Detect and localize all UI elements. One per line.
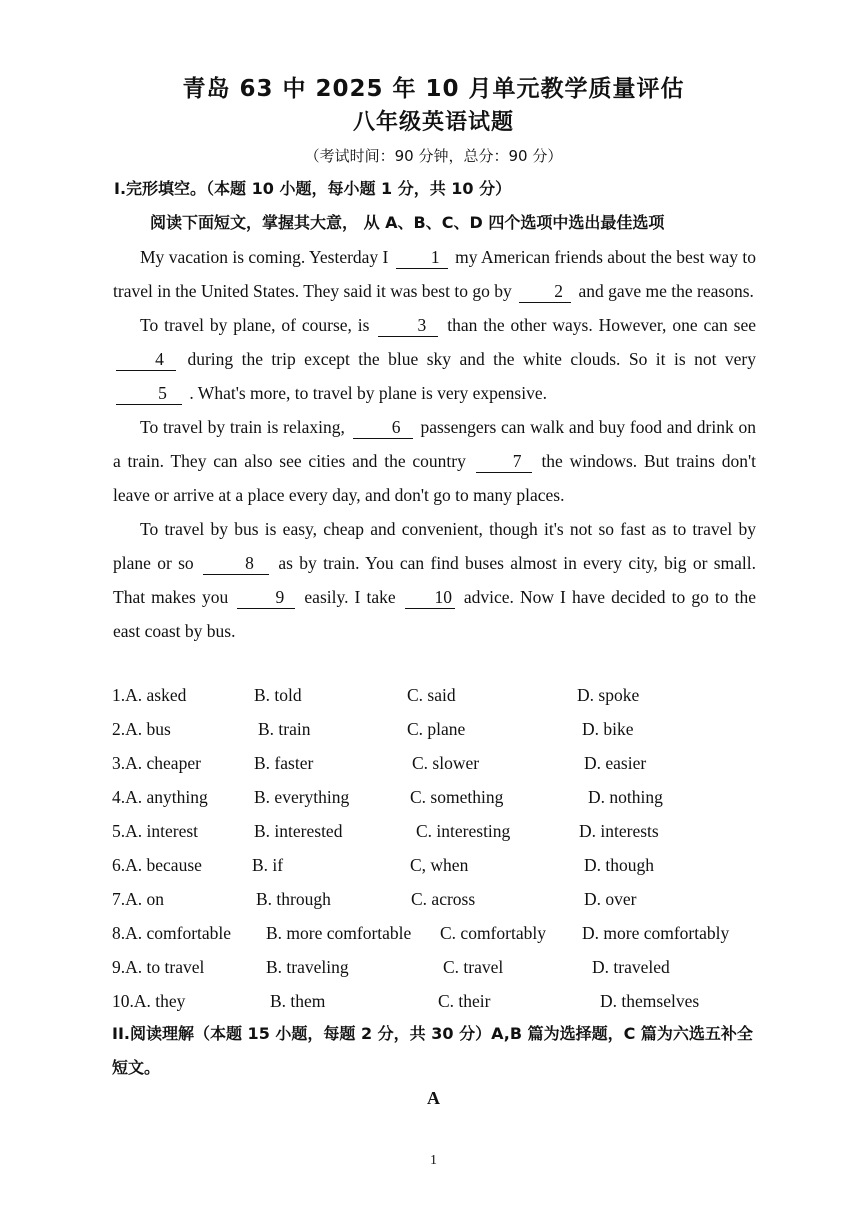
passage-paragraph-1	[113, 240, 756, 308]
option-c: C. something	[410, 787, 504, 807]
option-a: 10.A. they	[112, 991, 186, 1011]
blank-9: 9	[237, 586, 295, 609]
option-c: C. across	[411, 889, 476, 909]
passage-paragraph-4	[113, 512, 756, 648]
passage-text: my American friends about the best way to travel in the United States. They said it was best to go by	[113, 247, 757, 301]
option-d: D. interests	[579, 821, 659, 841]
exam-title: 青岛 63 中 2025 年 10 月单元教学质量评估	[182, 76, 685, 102]
passage-text: advice. Now I have decided to go to the east coast by bus.	[113, 587, 756, 641]
blank-1: 1	[396, 246, 448, 269]
option-c: C. their	[438, 991, 491, 1011]
option-row	[112, 780, 772, 814]
option-row	[112, 814, 772, 848]
option-c: C. comfortably	[440, 923, 546, 943]
option-a: 5.A. interest	[112, 821, 199, 841]
exam-info: （考试时间：90 分钟，总分：90 分）	[304, 147, 563, 165]
option-b: B. everything	[254, 787, 350, 807]
option-a: 7.A. on	[112, 889, 165, 909]
option-c: C, when	[410, 855, 469, 875]
passage-text: and gave me the reasons.	[578, 281, 754, 301]
passage-text: the windows. But trains don't leave or arrive at a place every day, and don't go to many places.	[113, 451, 756, 505]
option-d: D. though	[584, 855, 654, 875]
option-b: B. train	[258, 719, 311, 739]
blank-7: 7	[476, 450, 532, 473]
option-a: 3.A. cheaper	[112, 753, 201, 773]
option-a: 2.A. bus	[112, 719, 171, 739]
option-c: C. plane	[407, 719, 466, 739]
passage-text: To travel by train is relaxing,	[140, 417, 345, 437]
passage-text: than the other ways. However, one can see	[447, 315, 756, 335]
blank-10: 10	[405, 586, 455, 609]
passage-text: To travel by bus is easy, cheap and convenient, though it's not so fast as to travel by plane or so	[113, 519, 756, 573]
passage-text: easily. I take	[304, 587, 396, 607]
option-c: C. said	[407, 685, 456, 705]
option-row	[112, 916, 772, 950]
page-number: 1	[430, 1153, 437, 1168]
option-b: B. more comfortable	[266, 923, 412, 943]
option-b: B. them	[270, 991, 326, 1011]
option-d: D. spoke	[577, 685, 640, 705]
option-c: C. travel	[443, 957, 504, 977]
option-d: D. easier	[584, 753, 647, 773]
blank-8: 8	[203, 552, 269, 575]
option-b: B. told	[254, 685, 302, 705]
passage-paragraph-3	[113, 410, 756, 512]
option-a: 9.A. to travel	[112, 957, 205, 977]
option-d: D. nothing	[588, 787, 663, 807]
blank-6: 6	[353, 416, 413, 439]
section1-instruction: 阅读下面短文，掌握其大意， 从 A、B、C、D 四个选项中选出最佳选项	[150, 213, 665, 232]
exam-subtitle: 八年级英语试题	[352, 110, 514, 135]
passage-text: during the trip except the blue sky and the white clouds. So it is not very	[187, 349, 757, 369]
option-b: B. traveling	[266, 957, 349, 977]
option-b: B. through	[256, 889, 331, 909]
option-row	[112, 848, 772, 882]
option-d: D. traveled	[592, 957, 670, 977]
option-d: D. more comfortably	[582, 923, 730, 943]
option-c: C. interesting	[416, 821, 511, 841]
option-row	[112, 882, 772, 916]
passage-text: To travel by plane, of course, is	[140, 315, 370, 335]
option-a: 1.A. asked	[112, 685, 187, 705]
option-row	[112, 984, 772, 1018]
option-d: D. themselves	[600, 991, 700, 1011]
blank-5: 5	[116, 382, 182, 405]
passage-text: My vacation is coming. Yesterday I	[140, 247, 389, 267]
answer-options	[112, 678, 772, 1018]
blank-4: 4	[116, 348, 176, 371]
passage-text: passengers can walk and buy food and drink on a train. They can also see cities and the country	[113, 417, 757, 471]
option-d: D. bike	[582, 719, 634, 739]
blank-3: 3	[378, 314, 438, 337]
option-c: C. slower	[412, 753, 480, 773]
blank-2: 2	[519, 280, 571, 303]
option-row	[112, 678, 772, 712]
option-d: D. over	[584, 889, 637, 909]
passage-paragraph-2	[113, 308, 756, 410]
option-a: 6.A. because	[112, 855, 202, 875]
passage-text: as by train. You can find buses almost in every city, big or small. That makes you	[113, 553, 757, 607]
option-a: 8.A. comfortable	[112, 923, 232, 943]
passage-text: . What's more, to travel by plane is very expensive.	[189, 383, 547, 403]
option-row	[112, 712, 772, 746]
option-a: 4.A. anything	[112, 787, 208, 807]
cloze-passage	[113, 240, 756, 648]
part-a-heading: A	[427, 1088, 440, 1108]
option-b: B. interested	[254, 821, 343, 841]
option-row	[112, 950, 772, 984]
section2-heading: II.阅读理解（本题 15 小题，每题 2 分，共 30 分）A,B 篇为选择题，C 篇为六选五补全短文。	[112, 1024, 753, 1077]
section1-heading: I.完形填空。（本题 10 小题，每小题 1 分，共 10 分）	[114, 179, 512, 198]
option-b: B. faster	[254, 753, 314, 773]
option-b: B. if	[252, 855, 284, 875]
option-row	[112, 746, 772, 780]
